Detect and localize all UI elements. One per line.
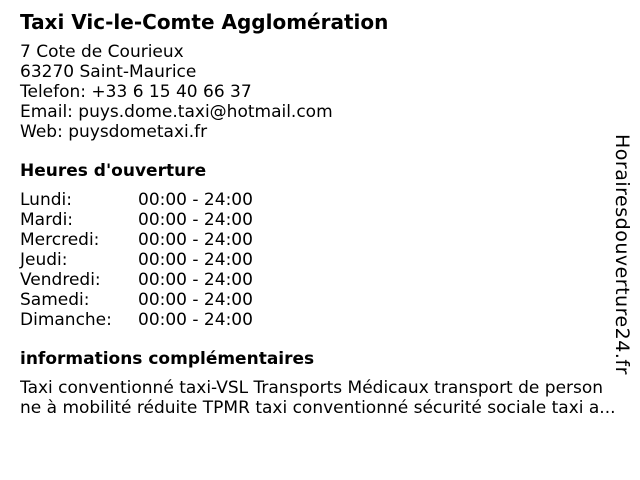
address-line-2: 63270 Saint-Maurice: [20, 62, 197, 82]
hours-row-thursday: [20, 250, 620, 270]
hours-row-monday: [20, 190, 620, 210]
time-range: 00:00 - 24:00: [138, 290, 253, 310]
hours-row-friday: [20, 270, 620, 290]
time-range: 00:00 - 24:00: [138, 190, 253, 210]
day-label: Mercredi:: [20, 230, 100, 250]
info-line-1: Taxi conventionné taxi-VSL Transports Médicaux transport de person: [20, 378, 604, 398]
hours-row-tuesday: [20, 210, 620, 230]
time-range: 00:00 - 24:00: [138, 310, 253, 330]
info-title: informations complémentaires: [20, 349, 315, 369]
day-label: Mardi:: [20, 210, 74, 230]
day-label: Jeudi:: [20, 250, 68, 270]
email-line: Email: puys.dome.taxi@hotmail.com: [20, 102, 333, 122]
day-label: Samedi:: [20, 290, 90, 310]
hours-row-sunday: [20, 310, 620, 330]
watermark-text: Horairesdouverture24.fr: [611, 134, 633, 375]
business-name: Taxi Vic-le-Comte Agglomération: [20, 10, 389, 34]
hours-row-wednesday: [20, 230, 620, 250]
day-label: Dimanche:: [20, 310, 112, 330]
info-line-2: ne à mobilité réduite TPMR taxi conventionné sécurité sociale taxi a...: [20, 398, 616, 418]
business-card: [20, 8, 620, 418]
time-range: 00:00 - 24:00: [138, 270, 253, 290]
address-line-1: 7 Cote de Courieux: [20, 42, 184, 62]
day-label: Lundi:: [20, 190, 72, 210]
hours-table: [20, 190, 620, 330]
time-range: 00:00 - 24:00: [138, 230, 253, 250]
hours-title: Heures d'ouverture: [20, 161, 207, 181]
phone-line: Telefon: +33 6 15 40 66 37: [20, 82, 252, 102]
day-label: Vendredi:: [20, 270, 101, 290]
web-line: Web: puysdometaxi.fr: [20, 122, 208, 142]
hours-row-saturday: [20, 290, 620, 310]
time-range: 00:00 - 24:00: [138, 210, 253, 230]
time-range: 00:00 - 24:00: [138, 250, 253, 270]
